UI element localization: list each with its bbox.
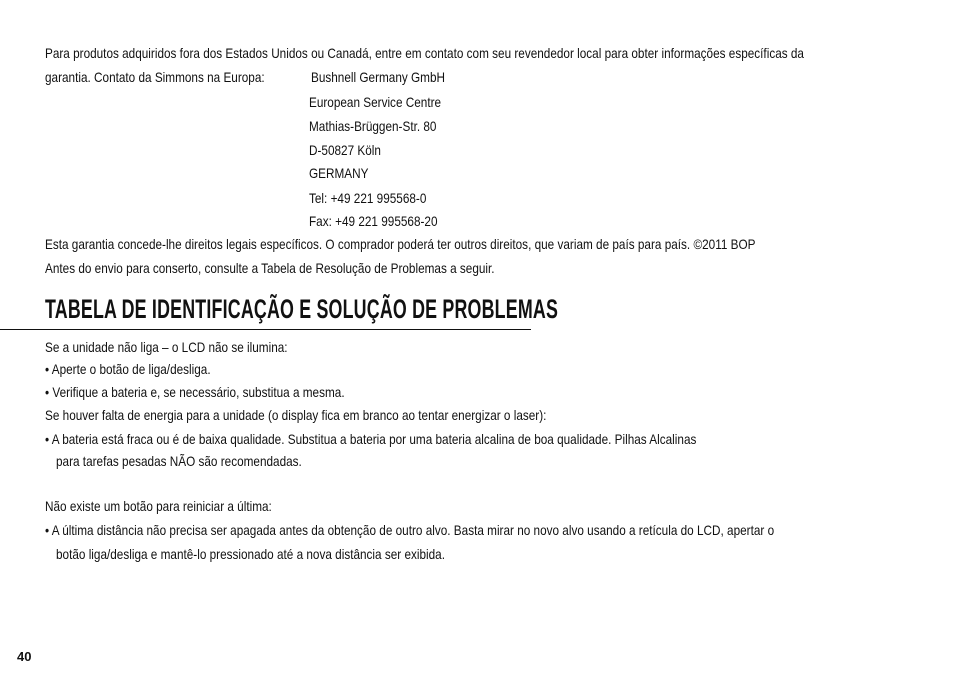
troubleshooting-title: TABELA DE IDENTIFICAÇÃO E SOLUÇÃO DE PROBLEMAS [45, 294, 559, 324]
title-underline [0, 329, 531, 330]
contact-country: GERMANY [309, 165, 369, 181]
contact-tel: Tel: +49 221 995568-0 [309, 190, 427, 206]
no-power-bullet-2: • Verifique a bateria e, se necessário, substitua a mesma. [45, 384, 345, 400]
page-number: 40 [17, 649, 32, 664]
reset-bullet-line-1: • A última distância não precisa ser apagada antes da obtenção de outro alvo. Basta mirar no novo alvo usando a retícula do LCD, apertar o [45, 522, 775, 538]
contact-company: Bushnell Germany GmbH [311, 69, 445, 85]
reset-heading: Não existe um botão para reiniciar a última: [45, 498, 272, 514]
no-power-heading: Se a unidade não liga – o LCD não se ilumina: [45, 339, 288, 355]
low-power-bullet-line-1: • A bateria está fraca ou é de baixa qualidade. Substitua a bateria por uma bateria alcalina de boa qualidade. Pilhas Alcalinas [45, 431, 697, 447]
contact-fax: Fax: +49 221 995568-20 [309, 213, 438, 229]
intro-line-2: garantia. Contato da Simmons na Europa: [45, 69, 265, 85]
contact-street: Mathias-Brüggen-Str. 80 [309, 118, 437, 134]
reset-bullet-line-2: botão liga/desliga e mantê-lo pressionado até a nova distância ser exibida. [56, 546, 445, 562]
contact-postal-city: D-50827 Köln [309, 142, 381, 158]
intro-line-1: Para produtos adquiridos fora dos Estados Unidos ou Canadá, entre em contato com seu revendedor local para obter informações específicas da [45, 45, 804, 61]
contact-department: European Service Centre [309, 94, 442, 110]
warranty-before-service: Antes do envio para conserto, consulte a Tabela de Resolução de Problemas a seguir. [45, 260, 495, 276]
warranty-rights: Esta garantia concede-lhe direitos legais específicos. O comprador poderá ter outros direitos, que variam de país para país. ©2011 BOP [45, 236, 756, 252]
no-power-bullet-1: • Aperte o botão de liga/desliga. [45, 361, 211, 377]
low-power-bullet-line-2: para tarefas pesadas NÃO são recomendadas. [56, 453, 302, 469]
low-power-heading: Se houver falta de energia para a unidade (o display fica em branco ao tentar energizar o laser): [45, 407, 547, 423]
